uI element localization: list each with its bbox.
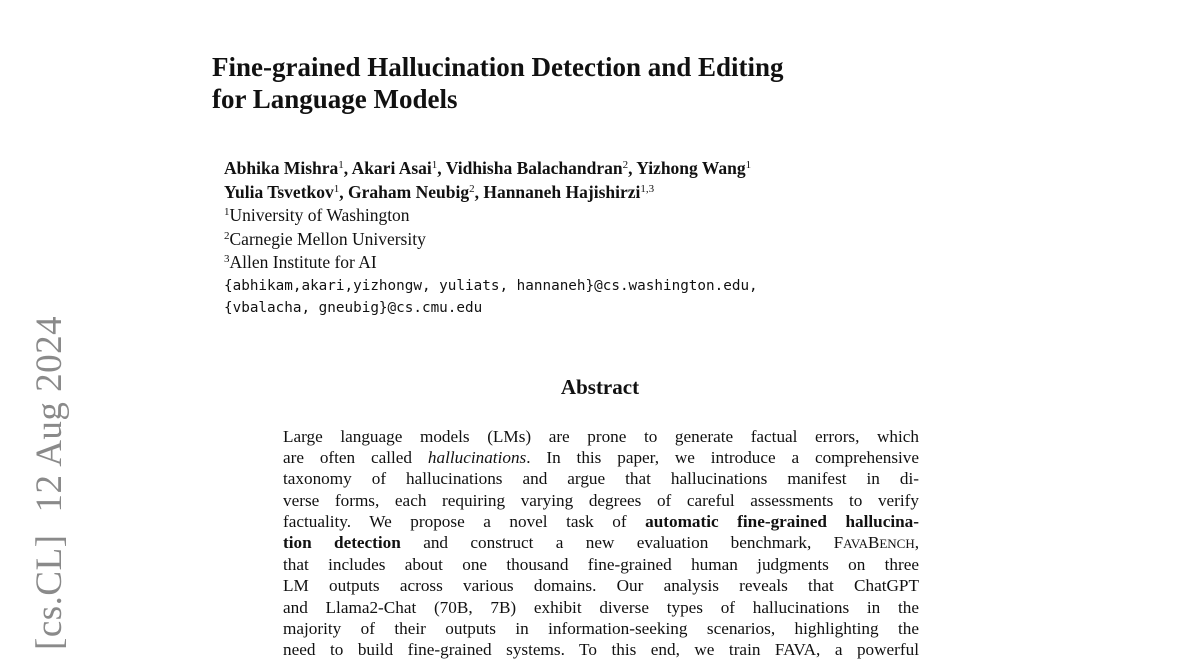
- affiliation-sup: 2: [224, 229, 230, 242]
- abstract-line: majority of their outputs in information-seeking scenarios, highlighting the: [283, 618, 919, 638]
- author-name: Vidhisha Balachandran: [445, 158, 623, 178]
- email-line: {vbalacha, gneubig}@cs.cmu.edu: [224, 299, 483, 316]
- arxiv-date: 12 Aug 2024: [29, 315, 70, 513]
- title-line-2: for Language Models: [212, 84, 458, 114]
- affiliation: [224, 204, 984, 228]
- abstract-heading: Abstract: [560, 375, 640, 399]
- affiliation-name: Allen Institute for AI: [229, 252, 377, 272]
- affiliation-sup: 3: [224, 253, 230, 265]
- abstract-line: LM outputs across various domains. Our analysis reveals that ChatGPT: [283, 576, 919, 596]
- affiliation: [224, 251, 984, 275]
- paper-title: [212, 51, 932, 115]
- abstract-body: [283, 426, 919, 660]
- emphasis-text: hallucinations: [427, 448, 527, 468]
- benchmark-name: FAVABENCH: [833, 533, 915, 553]
- author-name: Yulia Tsvetkov: [224, 181, 334, 202]
- arxiv-sidebar-stamp: [28, 316, 71, 650]
- author-name: Abhika Mishra: [224, 158, 339, 178]
- abstract-line: are often called hallucinations. In this paper, we introduce a comprehensive: [283, 448, 920, 468]
- title-line-1: Fine-grained Hallucination Detection and Editing: [212, 52, 784, 82]
- arxiv-category: [cs.CL]: [29, 534, 70, 650]
- author-sup: 1: [431, 159, 438, 171]
- author-sup: 1: [333, 182, 340, 195]
- affiliation-name: Carnegie Mellon University: [229, 228, 426, 249]
- affiliation-sup: 1: [224, 206, 230, 218]
- abstract-line: verse forms, each requiring varying degrees of careful assessments to verify: [283, 490, 919, 510]
- author-name: Akari Asai: [351, 158, 432, 178]
- abstract-line: tion detection and construct a new evaluation benchmark, FAVABENCH,: [283, 533, 919, 553]
- affiliation-name: University of Washington: [229, 205, 410, 225]
- author-line-2: Yulia Tsvetkov$^1$, Graham Neubig$^2$, Hannaneh Hajishirzi$^{1,3}$: [224, 181, 655, 202]
- bold-text: automatic fine-grained hallucina-: [645, 511, 919, 531]
- abstract-line: and Llama2-Chat (70B, 7B) exhibit diverse types of hallucinations in the: [283, 597, 919, 617]
- author-line-1: Abhika Mishra$^1$, Akari Asai$^1$, Vidhisha Balachandran$^2$, Yizhong Wang$^1$: [224, 158, 752, 178]
- author-name: Yizhong Wang: [636, 158, 746, 178]
- email-line: {abhikam,akari,yizhongw, yuliats, hannaneh}@cs.washington.edu,: [224, 277, 758, 294]
- author-sup: 1: [745, 159, 752, 171]
- bold-text: tion detection: [283, 533, 401, 553]
- author-block: [224, 157, 984, 319]
- author-name: Hannaneh Hajishirzi: [483, 181, 641, 202]
- abstract-line: that includes about one thousand fine-grained human judgments on three: [283, 555, 919, 575]
- abstract-line: Large language models (LMs) are prone to generate factual errors, which: [283, 427, 919, 446]
- abstract-line: taxonomy of hallucinations and argue that hallucinations manifest in di-: [283, 469, 919, 489]
- author-name: Graham Neubig: [348, 181, 470, 202]
- author-sup: 1,3: [640, 182, 655, 195]
- author-sup: 1: [338, 159, 344, 171]
- abstract-line: factuality. We propose a novel task of automatic fine-grained hallucina-: [283, 511, 919, 531]
- author-sup: 2: [469, 182, 475, 195]
- affiliation: [224, 228, 984, 252]
- author-sup: 2: [622, 159, 629, 171]
- abstract-line: need to build fine-grained systems. To this end, we train FAVA, a powerful: [283, 640, 919, 660]
